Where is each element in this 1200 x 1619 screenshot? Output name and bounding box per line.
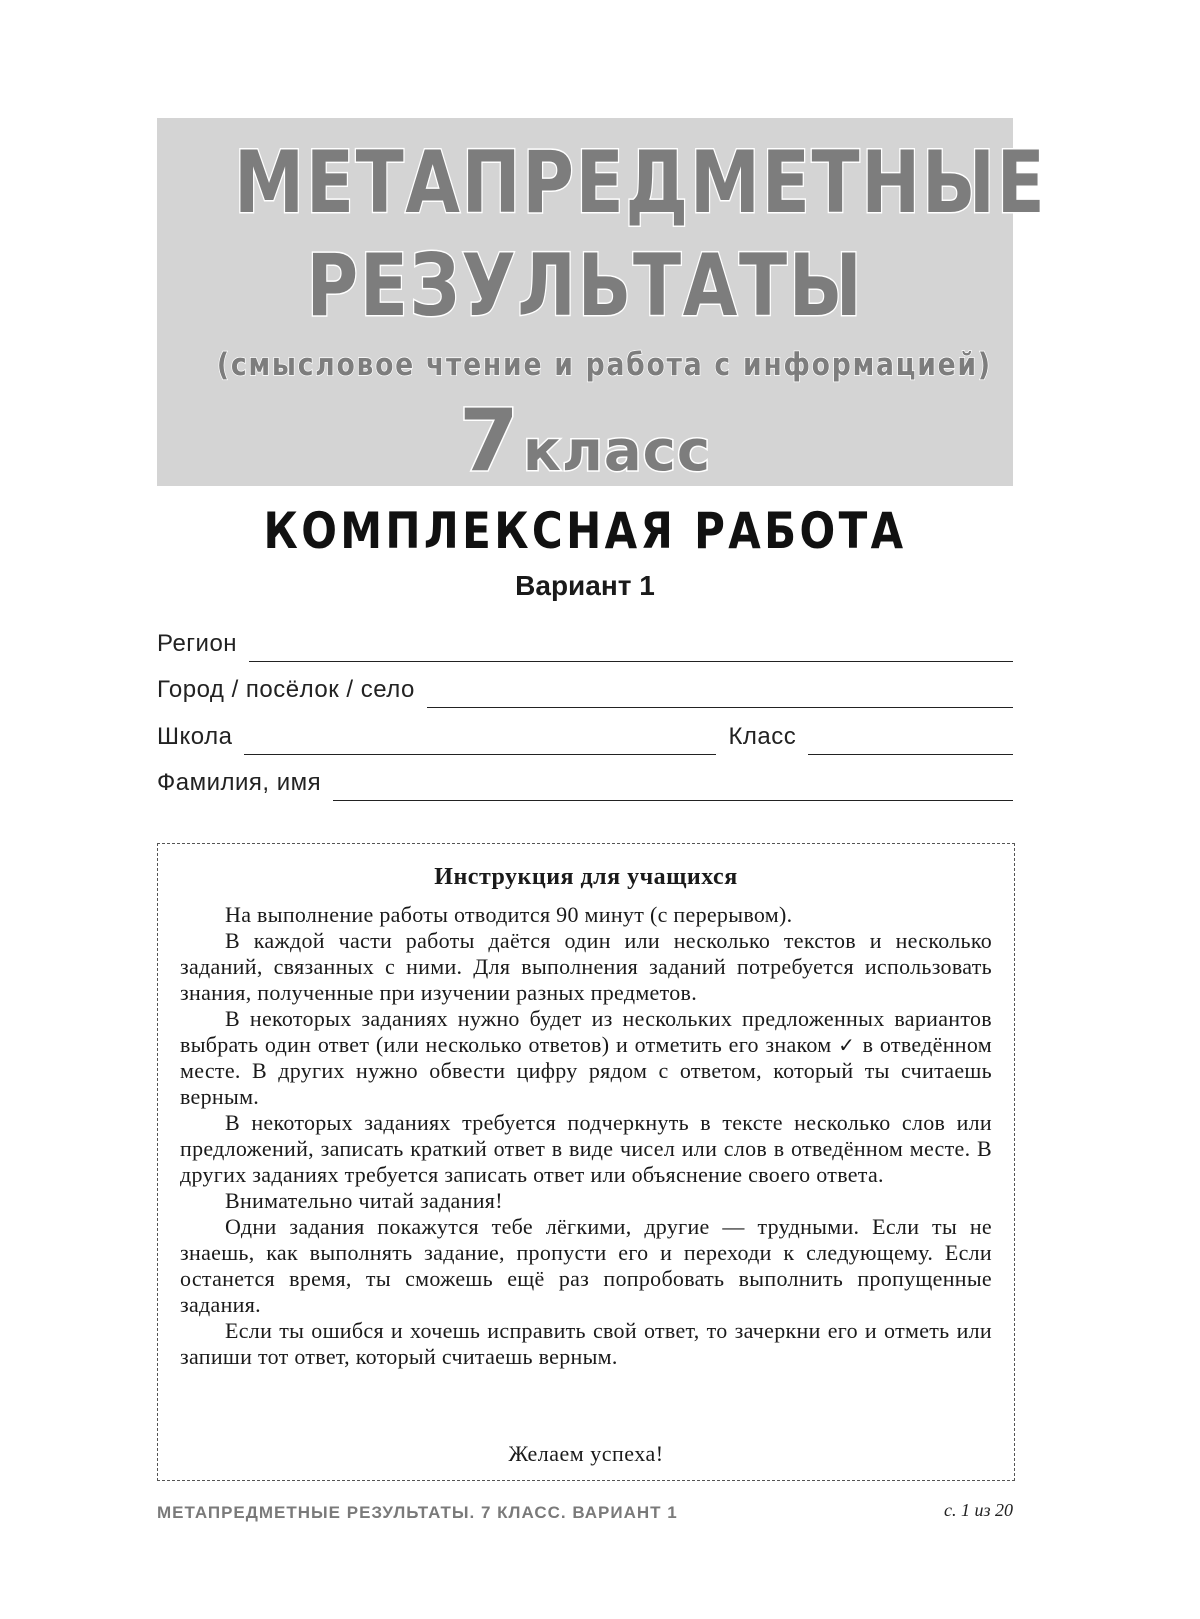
subtitle: (смысловое чтение и работа с информацией) — [216, 347, 992, 383]
grade-word: класс — [522, 419, 712, 484]
region-row — [157, 622, 1013, 662]
name-label: Фамилия, имя — [157, 769, 322, 796]
checkmark-icon: ✓ — [838, 1033, 857, 1057]
instructions-title: Инструкция для учащихся — [434, 864, 738, 890]
grade-heading — [157, 391, 1013, 491]
instruction-paragraph: В каждой части работы даётся один или несколько текстов и несколько заданий, связанных с ними. Для выполнения заданий потребуется использовать знания, полученные при изучении разных предметов. — [180, 928, 992, 1005]
title-line-1: МЕТАПРЕДМЕТНЫЕ — [234, 133, 1047, 233]
closing-wish: Желаем успеха! — [508, 1441, 664, 1466]
name-row — [157, 761, 1013, 801]
grade-number: 7 — [458, 391, 519, 491]
title-line-2: РЕЗУЛЬТАТЫ — [306, 236, 864, 336]
instruction-paragraph: Внимательно читай задания! — [225, 1188, 503, 1213]
variant-label: Вариант 1 — [515, 570, 655, 601]
city-label: Город / посёлок / село — [157, 676, 415, 703]
city-row — [157, 668, 1013, 708]
instruction-paragraph: Если ты ошибся и хочешь исправить свой ответ, то зачеркни его и отметь или запиши тот ответ, который считаешь верным. — [180, 1318, 992, 1369]
city-field[interactable] — [427, 677, 1013, 708]
region-field[interactable] — [249, 631, 1013, 662]
instruction-text: В некоторых заданиях нужно будет из нескольких предложенных вариантов выбрать один ответ (или несколько ответов) и отметить его знаком — [180, 1006, 992, 1057]
instructions-box — [157, 843, 1015, 1481]
instruction-paragraph: Одни задания покажутся тебе лёгкими, другие — трудными. Если ты не знаешь, как выполнять задание, пропусти его и переходи к следующему. Если останется время, ты сможешь ещё раз попробовать выполнить пропущенные задания. — [180, 1214, 992, 1317]
school-label: Школа — [157, 723, 233, 750]
name-field[interactable] — [333, 770, 1013, 801]
instruction-paragraph: В некоторых заданиях требуется подчеркнуть в тексте несколько слов или предложений, записать краткий ответ в виде чисел или слов в отведённом месте. В других заданиях требуется записать ответ или объяснение своего ответа. — [180, 1110, 992, 1187]
work-title: КОМПЛЕКСНАЯ РАБОТА — [263, 502, 907, 560]
class-label: Класс — [728, 723, 797, 750]
school-row — [157, 715, 1013, 755]
footer-running-title: МЕТАПРЕДМЕТНЫЕ РЕЗУЛЬТАТЫ. 7 КЛАСС. ВАРИАНТ 1 — [157, 1503, 678, 1522]
school-field[interactable] — [244, 724, 716, 755]
instruction-text: в отведённом месте. В других нужно обвести цифру рядом с ответом, который ты считаешь верным. — [180, 1032, 992, 1109]
region-label: Регион — [157, 630, 238, 657]
class-field[interactable] — [808, 724, 1013, 755]
instruction-paragraph: На выполнение работы отводится 90 минут (с перерывом). — [225, 902, 793, 927]
page-number: с. 1 из 20 — [943, 1500, 1013, 1520]
instruction-paragraph — [180, 1006, 992, 1110]
instructions-body — [180, 902, 992, 1370]
